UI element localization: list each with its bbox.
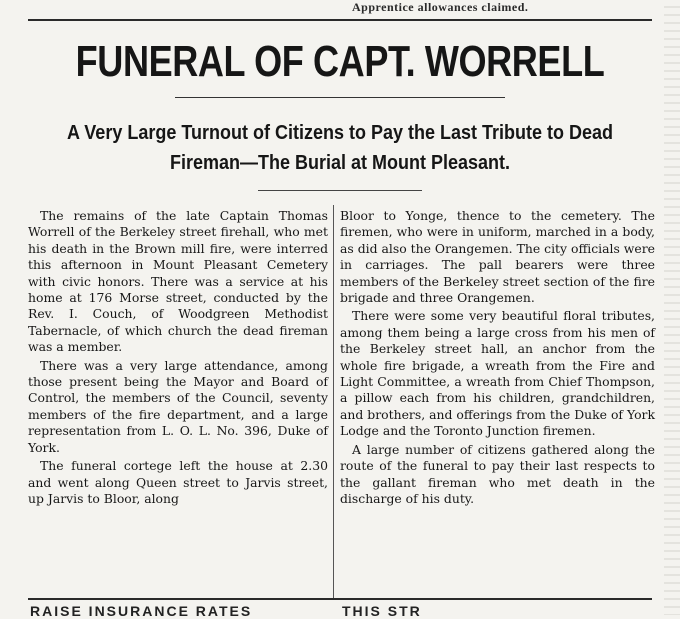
bottom-headline-fragment-left: RAISE INSURANCE RATES bbox=[30, 603, 253, 619]
headline-rule bbox=[175, 97, 505, 98]
right-paragraph-2: There were some very beautiful floral tributes, among them being a large cross from his men of the Berkeley street hall, an anchor from the whole fire brigade, a wreath from the Fire and Light Committee, a wreath from Chief Thompson, a pillow each from his children, grandchildren, and brothers, and offerings from the Duke of York Lodge and the Toronto Junction firemen. bbox=[340, 308, 655, 439]
clipping-edge bbox=[664, 0, 680, 615]
left-column bbox=[28, 208, 328, 509]
right-paragraph-3: A large number of citizens gathered along the route of the funeral to pay their last respects to the gallant fireman who met death in the discharge of his duty. bbox=[340, 441, 655, 506]
top-rule bbox=[28, 19, 652, 21]
bottom-rule bbox=[28, 598, 652, 600]
subhead-line-2: Fireman—The Burial at Mount Pleasant. bbox=[169, 152, 511, 174]
subhead-rule bbox=[258, 190, 422, 191]
column-divider bbox=[333, 205, 334, 598]
bottom-headline-fragment-right: THIS STR bbox=[342, 603, 422, 619]
article-headline: FUNERAL OF CAPT. WORRELL bbox=[75, 37, 605, 86]
top-headline-fragment: Apprentice allowances claimed. bbox=[352, 0, 529, 14]
left-paragraph-2: There was a very large attendance, among those present being the Mayor and Board of Control, the members of the Council, seventy members of the fire department, and a large representation from L. O. L. No. 396, Duke of York. bbox=[28, 357, 328, 455]
left-paragraph-1: The remains of the late Captain Thomas Worrell of the Berkeley street firehall, who met his death in the Brown mill fire, were interred this afternoon in Mount Pleasant Cemetery with civic honors. There was a service at his home at 176 Morse street, conducted by the Rev. I. Couch, of Woodgreen Methodist Tabernacle, of which church the dead fireman was a member. bbox=[28, 208, 328, 355]
article-subhead bbox=[0, 118, 680, 178]
right-paragraph-1: Bloor to Yonge, thence to the cemetery. The firemen, who were in uniform, marched in a body, as did also the Orangemen. The city officials were in carriages. The pall bearers were three members of the Berkeley street section of the fire brigade and three Orangemen. bbox=[340, 208, 655, 306]
left-paragraph-3: The funeral cortege left the house at 2.30 and went along Queen street to Jarvis street, up Jarvis to Bloor, along bbox=[28, 458, 328, 506]
subhead-line-1: A Very Large Turnout of Citizens to Pay the Last Tribute to Dead bbox=[66, 122, 614, 144]
right-column bbox=[340, 208, 655, 509]
